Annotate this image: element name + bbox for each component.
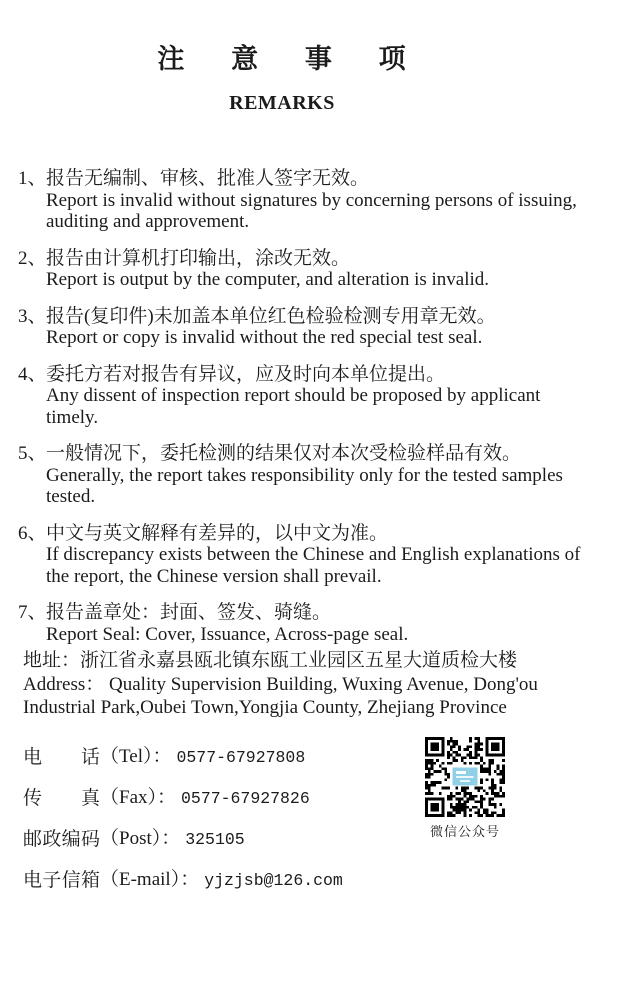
item-text-en: If discrepancy exists between the Chinese and English explanations of the report, the Chinese version shall prevail. xyxy=(46,544,581,587)
contact-row-tel xyxy=(23,746,600,769)
list-item xyxy=(18,602,623,645)
item-text xyxy=(46,443,591,508)
list-item xyxy=(18,364,623,429)
item-text xyxy=(46,602,591,645)
contact-label-paren: （Tel）： xyxy=(100,745,172,767)
item-text-zh: 中文与英文解释有差异的，以中文为准。 xyxy=(46,522,389,544)
contact-label-zh: 电话 xyxy=(23,746,100,768)
address-zh: 地址：浙江省永嘉县瓯北镇东瓯工业园区五星大道质检大楼 xyxy=(23,650,518,671)
contact-label-zh: 邮政编码 xyxy=(23,828,100,850)
item-text xyxy=(46,523,591,588)
item-number: 4、 xyxy=(18,363,47,385)
remarks-list xyxy=(18,168,623,645)
item-text-zh: 一般情况下，委托检测的结果仅对本次受检验样品有效。 xyxy=(46,443,522,464)
address-en: Address： Quality Supervision Building, Wuxing Avenue, Dong'ou Industrial Park,Oubei Town,Yongjia County, Zhejiang Province xyxy=(23,673,538,718)
item-text-zh: 报告由计算机打印输出，涂改无效。 xyxy=(46,247,351,269)
item-text-en: Any dissent of inspection report should be proposed by applicant timely. xyxy=(46,385,541,428)
contact-label-zh: 传真 xyxy=(23,787,100,809)
item-number: 5、 xyxy=(18,443,47,464)
address-block xyxy=(23,649,583,720)
page-heading xyxy=(0,0,564,115)
item-text-en: Report Seal: Cover, Issuance, Across-page seal. xyxy=(46,623,409,645)
page-title-chinese: 注 意 事 项 xyxy=(157,44,407,74)
item-text-zh: 报告无编制、审核、批准人签字无效。 xyxy=(46,168,370,189)
item-text-zh: 报告(复印件)未加盖本单位红色检验检测专用章无效。 xyxy=(46,305,496,327)
contact-label-zh: 电子信箱 xyxy=(23,869,100,891)
item-text xyxy=(46,168,591,233)
wechat-qr-caption: 微信公众号 xyxy=(429,824,500,839)
contact-label-paren: （Fax）： xyxy=(100,786,177,808)
item-text-en: Generally, the report takes responsibility only for the tested samples tested. xyxy=(46,464,563,507)
email-value: yjzjsb@126.com xyxy=(204,870,343,890)
item-number: 6、 xyxy=(18,522,47,544)
item-text xyxy=(46,306,591,349)
item-number: 7、 xyxy=(18,602,47,623)
item-text xyxy=(46,364,591,429)
list-item xyxy=(18,443,623,508)
item-number: 2、 xyxy=(18,247,47,269)
contact-label-paren: （E-mail）： xyxy=(100,868,200,890)
list-item xyxy=(18,523,623,588)
item-number: 3、 xyxy=(18,305,47,327)
list-item xyxy=(18,248,623,291)
list-item xyxy=(18,168,623,233)
wechat-qr-block xyxy=(425,737,505,840)
fax-value: 0577-67927826 xyxy=(181,788,310,808)
item-text-zh: 报告盖章处：封面、签发、骑缝。 xyxy=(46,602,332,623)
contact-row-email xyxy=(23,869,600,892)
item-text-en: Report is invalid without signatures by concerning persons of issuing, auditing and approvement. xyxy=(46,189,577,232)
page-title-english: REMARKS xyxy=(229,92,335,114)
contact-row-fax xyxy=(23,787,600,810)
postcode-value: 325105 xyxy=(185,829,245,849)
item-text-en: Report is output by the computer, and alteration is invalid. xyxy=(46,269,490,290)
list-item xyxy=(18,306,623,349)
wechat-qr-code-icon xyxy=(425,737,505,817)
footer-block xyxy=(23,649,600,910)
item-text-zh: 委托方若对报告有异议，应及时向本单位提出。 xyxy=(46,363,446,385)
contacts-block xyxy=(23,746,600,892)
tel-value: 0577-67927808 xyxy=(176,747,306,767)
item-number: 1、 xyxy=(18,168,47,189)
contact-row-post xyxy=(23,828,600,851)
contact-label-paren: （Post）： xyxy=(100,827,181,849)
item-text xyxy=(46,248,591,291)
item-text-en: Report or copy is invalid without the red special test seal. xyxy=(46,327,483,348)
